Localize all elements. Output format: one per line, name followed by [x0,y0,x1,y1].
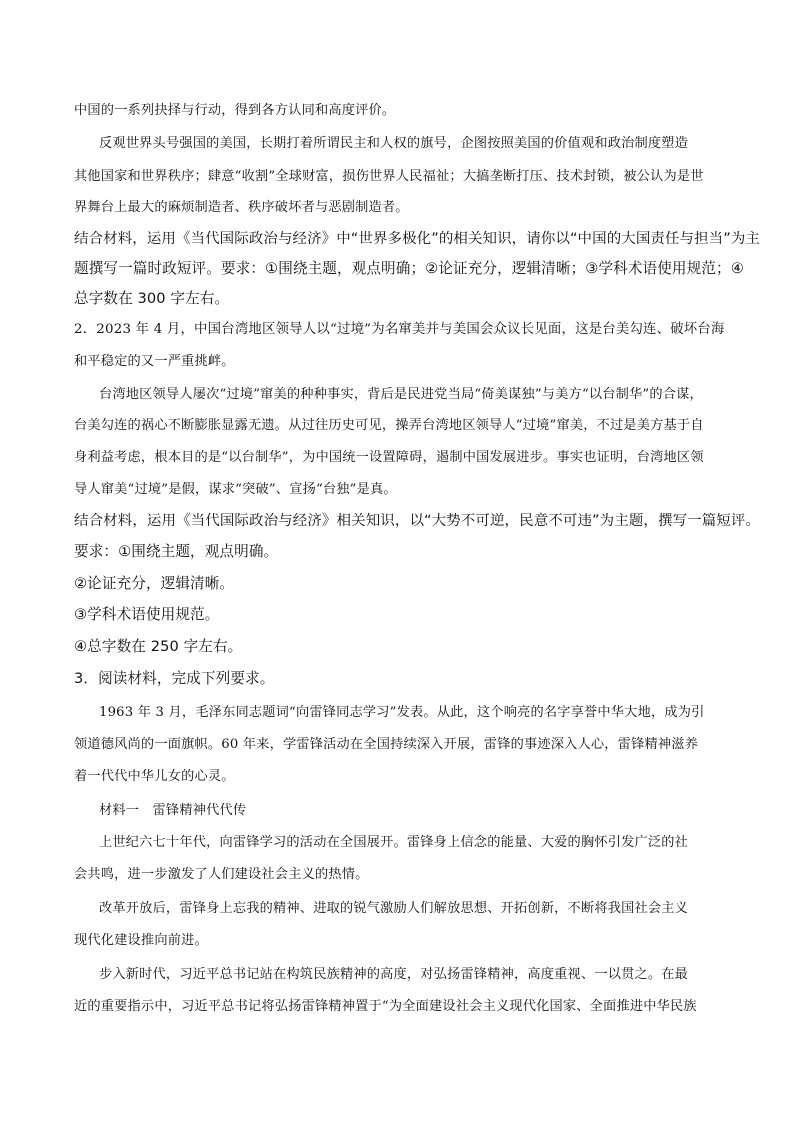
material-heading: 材料一 雷锋精神代代传 [99,803,247,818]
material-line: 改革开放后，雷锋身上忘我的精神、进取的锐气激励人们解放思想、开拓创新，不断将我国社会主义 [99,901,689,916]
material-line: 中国的一系列抉择与行动，得到各方认同和高度评价。 [74,103,396,118]
material-line: 领道德风尚的一面旗帜。60 年来，学雷锋活动在全国持续深入开展，雷锋的事迹深入人心，雷锋精神滋养 [74,737,699,752]
material-line: 界舞台上最大的麻烦制造者、秩序破坏者与恶剧制造者。 [74,200,409,215]
material-line: 着一代代中华儿女的心灵。 [74,769,235,784]
question-3-stem: 3．阅读材料，完成下列要求。 [74,670,275,687]
material-line: 现代化建设推向前进。 [74,933,208,948]
question-line: 总字数在 300 字左右。 [74,290,230,307]
material-line: 身利益考虑，根本目的是“以台制华”，为中国统一设置障碍，遏制中国发展进步。事实也证明，台湾地区领 [74,450,704,465]
question-line: 结合材料，运用《当代国际政治与经济》中“世界多极化”的相关知识，请你以“中国的大国责任与担当”为主 [74,231,760,247]
requirement-line: 要求：①围绕主题，观点明确。 [74,543,279,560]
material-line: 和平稳定的又一严重挑衅。 [74,354,235,369]
material-line: 会共鸣，进一步激发了人们建设社会主义的热情。 [74,867,369,882]
material-line: 导人窜美“过境”是假，谋求“突破”、宣扬“台独”是真。 [74,482,397,497]
requirement-line: ②论证充分，逻辑清晰。 [74,575,235,592]
material-line: 步入新时代，习近平总书记站在构筑民族精神的高度，对弘扬雷锋精神，高度重视、一以贯之。在最 [99,967,689,982]
requirement-line: ③学科术语使用规范。 [74,606,220,623]
question-line: 题撰写一篇时政短评。要求：①围绕主题，观点明确；②论证充分，逻辑清晰；③学科术语使用规范；④ [74,260,744,277]
material-line: 台美勾连的祸心不断膨胀显露无遗。从过往历史可见，操弄台湾地区领导人“过境”窜美，不过是美方基于自 [74,418,704,433]
question-line: 结合材料，运用《当代国际政治与经济》相关知识，以“大势不可逆，民意不可违”为主题，撰写一篇短评。 [74,513,761,529]
material-line: 近的重要指示中，习近平总书记将弘扬雷锋精神置于“为全面建设社会主义现代化国家、全面推进中华民族 [74,999,697,1014]
material-line: 上世纪六七十年代，向雷锋学习的活动在全国展开。雷锋身上信念的能量、大爱的胸怀引发广泛的社 [99,835,689,850]
material-line: 其他国家和世界秩序；肆意“收割”全球财富，损伤世界人民福祉；大搞垄断打压、技术封锁，被公认为是世 [74,169,704,184]
question-2-stem: 2．2023 年 4 月，中国台湾地区领导人以“过境”为名窜美并与美国会众议长见面，这是台美勾连、破坏台海 [74,322,725,337]
material-line: 反观世界头号强国的美国，长期打着所谓民主和人权的旗号，企图按照美国的价值观和政治制度塑造 [99,136,689,151]
material-line: 台湾地区领导人屡次“过境”窜美的种种事实，背后是民进党当局“倚美谋独”与美方“以台制华”的合谋， [99,387,703,402]
requirement-line: ④总字数在 250 字左右。 [74,638,243,655]
material-line: 1963 年 3 月，毛泽东同志题词“向雷锋同志学习”发表。从此，这个响亮的名字享誉中华大地，成为引 [99,705,705,720]
